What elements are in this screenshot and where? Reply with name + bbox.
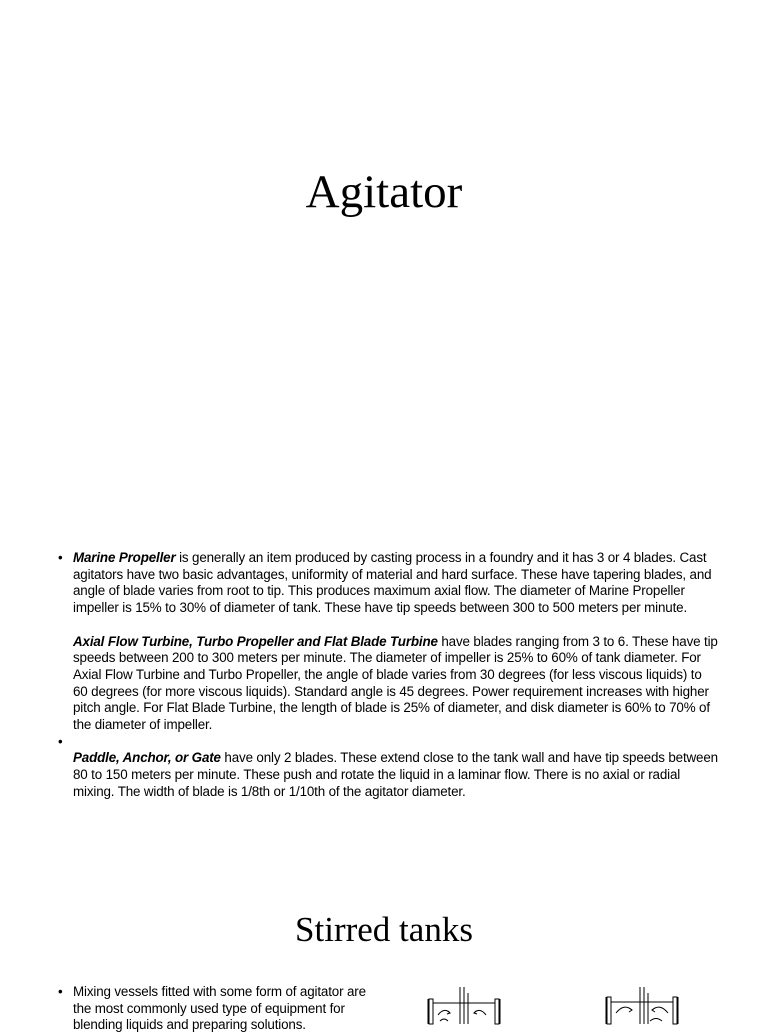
bullet-item-marine-propeller xyxy=(58,550,718,734)
bullet-dot: • xyxy=(58,733,63,749)
term-marine-propeller: Marine Propeller xyxy=(73,550,176,565)
bullet-content xyxy=(73,550,718,734)
stirred-tank-diagram-left xyxy=(426,985,502,1024)
paragraph-marine-propeller xyxy=(73,550,718,617)
bullet-dot: • xyxy=(58,550,63,565)
text-mixing-vessels: Mixing vessels fitted with some form of agitator are the most commonly used type of equipment for blending liquids and preparing solutions. xyxy=(73,984,366,1033)
text-axial-flow-turbine: have blades ranging from 3 to 6. These have tip speeds between 200 to 300 meters per minute. The diameter of impeller is 25% to 60% of tank diameter. For Axial Flow Turbine and Turbo Propeller, the angle of blade varies from 30 degrees (for less viscous liquids) to 60 degrees (for more viscous liquids). Standard angle is 45 degrees. Power requirement increases with higher pitch angle. For Flat Blade Turbine, the length of blade is 25% of diameter, and disk diameter is 60% to 70% of the diameter of impeller. xyxy=(73,633,718,733)
paragraph-gap xyxy=(73,734,718,751)
text-paddle-anchor-gate: have only 2 blades. These extend close to the tank wall and have tip speeds between 80 to 150 meters per minute. These push and rotate the liquid in a laminar flow. There is no axial or radial mixing. The width of blade is 1/8th or 1/10th of the agitator diameter. xyxy=(73,750,718,799)
paragraph-paddle-anchor-gate xyxy=(73,750,718,800)
paragraph-gap xyxy=(73,617,718,634)
bullet-dot: • xyxy=(58,984,63,999)
slide-title-stirred-tanks: Stirred tanks xyxy=(295,910,473,949)
stirred-tank-diagram-right xyxy=(604,985,680,1024)
text-marine-propeller: is generally an item produced by casting process in a foundry and it has 3 or 4 blades. Cast agitators have two basic advantages, uniformity of material and hard surface. These have tapering blades, and angle of blade varies from root to tip. This produces maximum axial flow. The diameter of Marine Propeller impeller is 15% to 30% of diameter of tank. These have tip speeds between 300 to 500 meters per minute. xyxy=(73,550,712,616)
paragraph-axial-flow-turbine xyxy=(73,634,718,734)
slide-title-agitator: Agitator xyxy=(305,166,463,218)
stirred-tanks-bullet-list xyxy=(58,984,378,1034)
agitator-bullet-list xyxy=(58,550,718,801)
bullet-item-mixing-vessels xyxy=(58,984,378,1034)
bullet-item-paddle xyxy=(58,734,718,801)
bullet-content xyxy=(73,734,718,801)
term-paddle-anchor-gate: Paddle, Anchor, or Gate xyxy=(73,750,221,766)
term-axial-flow-turbine: Axial Flow Turbine, Turbo Propeller and Flat Blade Turbine xyxy=(73,633,438,649)
